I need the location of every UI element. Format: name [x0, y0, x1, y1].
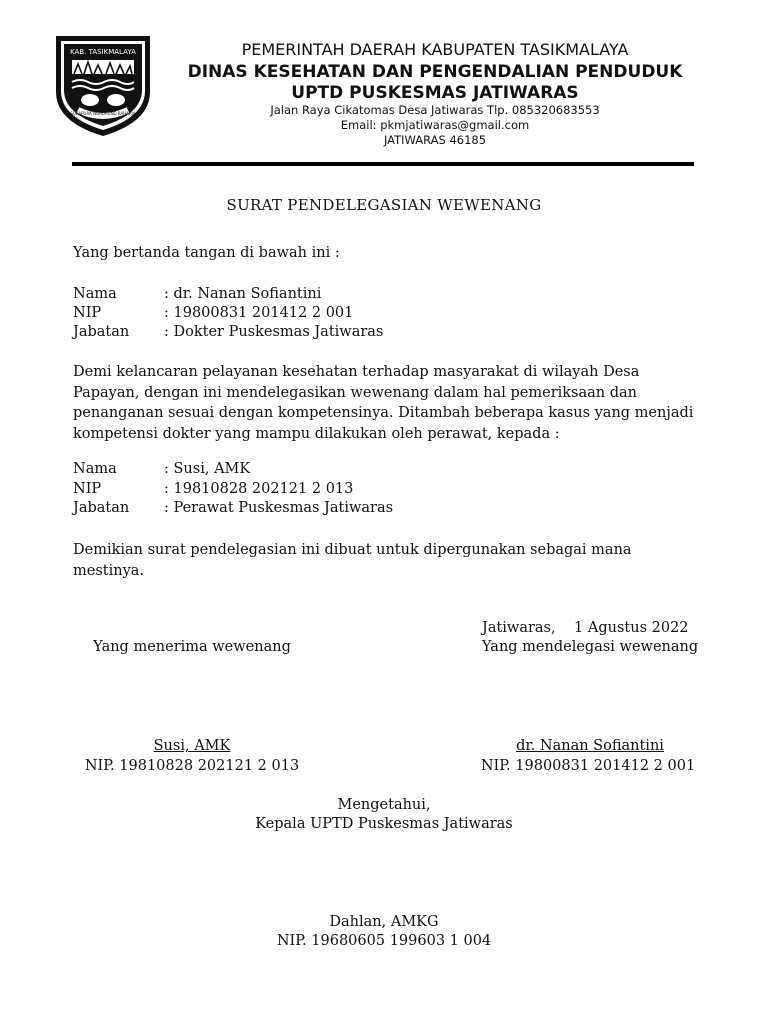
closing-paragraph: Demikian surat pendelegasian ini dibuat untuk dipergunakan sebagai mana mestinya.: [73, 542, 632, 579]
header-divider: [72, 162, 694, 166]
recipient-signature-role: Yang menerima wewenang: [93, 639, 291, 655]
header-address: Jalan Raya Cikatomas Desa Jatiwaras Tlp. 085320683553: [270, 103, 600, 117]
header-government: PEMERINTAH DAERAH KABUPATEN TASIKMALAYA: [241, 40, 629, 59]
recipient-name-label: Nama: [73, 461, 117, 477]
acknowledge-label: Mengetahui,: [337, 797, 431, 813]
acknowledge-nip: NIP. 19680605 199603 1 004: [276, 933, 492, 949]
recipient-jabatan-label: Jabatan: [73, 500, 130, 516]
recipient-nip-value: : 19810828 202121 2 013: [164, 481, 354, 497]
logo-text-top: KAB. TASIKMALAYA: [70, 48, 136, 56]
logo-text-bottom: SUKAPURA NGADAUNG RAHARJA: [70, 111, 136, 116]
delegator-nip-value: : 19800831 201412 2 001: [164, 305, 354, 321]
header-email: Email: pkmjatiwaras@gmail.com: [340, 118, 530, 132]
delegator-name-label: Nama: [73, 286, 117, 302]
delegation-paragraph: Demi kelancaran pelayanan kesehatan terhadap masyarakat di wilayah Desa Papayan, dengan ini mendelegasikan wewenang dalam hal pemeriksaan dan penanganan sesuai dengan kompetensinya. Ditambah beberapa kasus yang menjadi kompetensi dokter yang mampu dilakukan oleh perawat, kepada :: [73, 364, 694, 442]
recipient-signature-nip: NIP. 19810828 202121 2 013: [84, 758, 300, 774]
delegator-signature-nip: NIP. 19800831 201412 2 001: [480, 758, 696, 774]
recipient-signature-name: Susi, AMK: [153, 738, 231, 754]
header-city: JATIWARAS 46185: [383, 133, 487, 147]
delegator-jabatan-value: : Dokter Puskesmas Jatiwaras: [164, 324, 384, 340]
intro-text: Yang bertanda tangan di bawah ini :: [73, 245, 340, 261]
acknowledge-role: Kepala UPTD Puskesmas Jatiwaras: [255, 816, 513, 832]
delegator-signature-name: dr. Nanan Sofiantini: [516, 738, 664, 754]
regency-logo: [48, 30, 158, 140]
recipient-jabatan-value: : Perawat Puskesmas Jatiwaras: [164, 500, 394, 516]
delegator-nip-label: NIP: [73, 305, 102, 321]
recipient-name-value: : Susi, AMK: [164, 461, 251, 477]
header-agency: DINAS KESEHATAN DAN PENGENDALIAN PENDUDUK: [187, 62, 683, 82]
acknowledge-name: Dahlan, AMKG: [329, 914, 439, 930]
letter-title: SURAT PENDELEGASIAN WEWENANG: [226, 196, 542, 214]
place-date: Jatiwaras, 1 Agustus 2022: [482, 620, 689, 636]
recipient-nip-label: NIP: [73, 481, 102, 497]
delegator-name-value: : dr. Nanan Sofiantini: [164, 286, 322, 302]
delegator-jabatan-label: Jabatan: [73, 324, 130, 340]
delegator-signature-role: Yang mendelegasi wewenang: [481, 639, 699, 655]
header-unit: UPTD PUSKESMAS JATIWARAS: [291, 83, 579, 103]
